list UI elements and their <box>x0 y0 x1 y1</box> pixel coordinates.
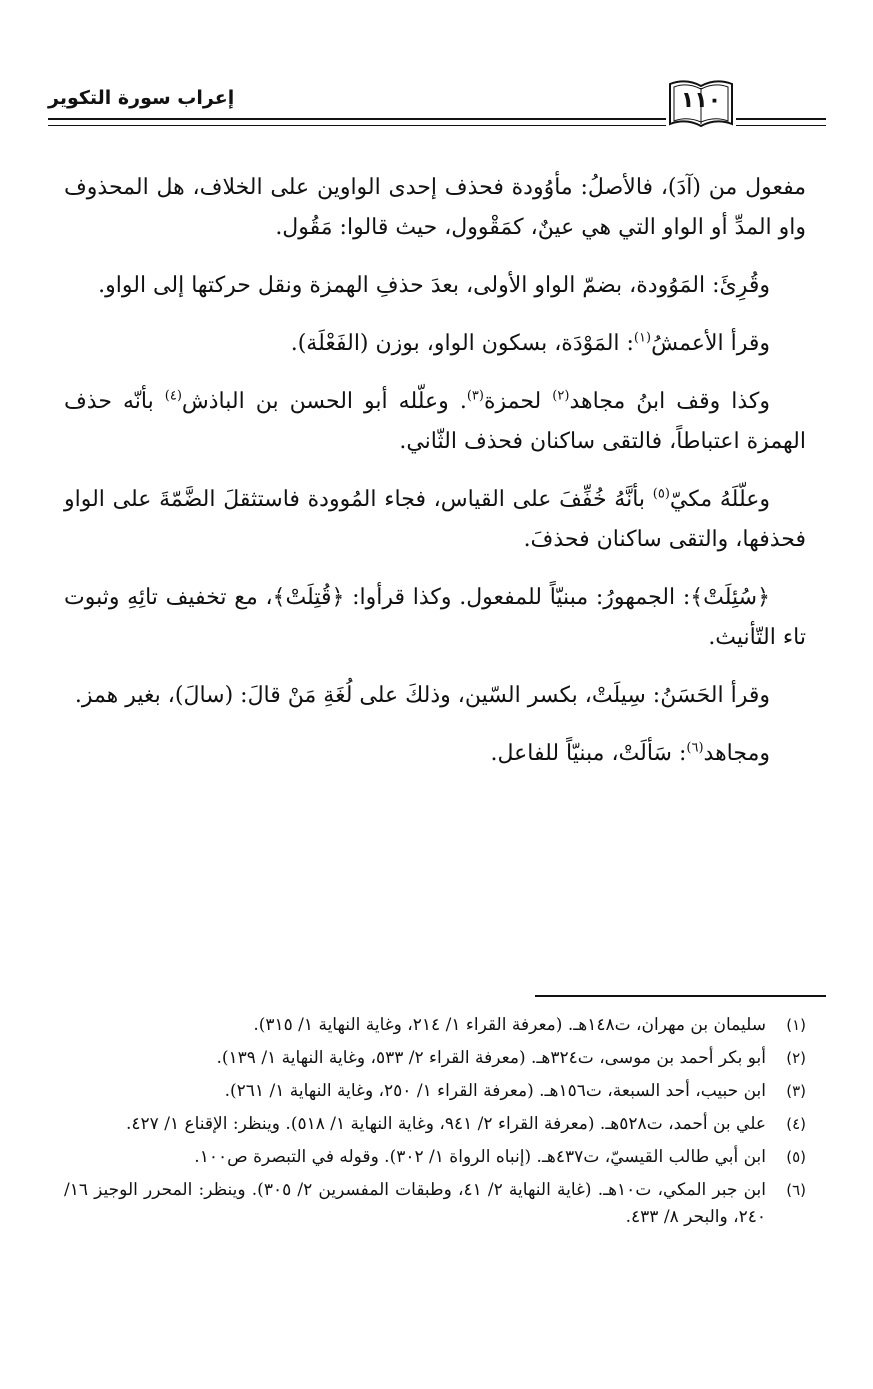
paragraph-7: وقرأ الحَسَنُ: سِيلَتْ، بكسر السّين، وذلكَ على لُغَةِ مَنْ قالَ: (سالَ)، بغير همز. <box>74 683 770 708</box>
footnote-2 <box>64 1045 806 1072</box>
footnote-text: ابن حبيب، أحد السبعة، ت١٥٦هـ. (معرفة القراء ١/ ٢٥٠، وغاية النهاية ١/ ٢٦١). <box>224 1081 766 1101</box>
paragraph-8 <box>64 734 806 774</box>
text-segment: : المَوْدَة، بسكون الواو، بوزن (الفَعْلَة). <box>290 331 634 356</box>
footnote-ref-1: (١) <box>633 330 652 346</box>
text-segment: ومجاهد <box>703 741 770 766</box>
running-title: إعراب سورة التكوير <box>48 87 235 109</box>
header-rule-left <box>48 118 666 120</box>
page-number: ١١٠ <box>680 88 722 113</box>
paragraph-2: وقُرِئَ: المَوُودة، بضمّ الواو الأولى، بعدَ حذفِ الهمزة ونقل حركتها إلى الواو. <box>98 273 770 298</box>
footnotes <box>64 1012 806 1237</box>
footnote-5 <box>64 1144 806 1171</box>
footnote-number: (٥) <box>786 1148 806 1166</box>
footnote-ref-3: (٣) <box>466 388 484 404</box>
text-segment: : الجمهورُ: مبنيّاً للمفعول. وكذا قرأوا: <box>344 585 691 610</box>
footnote-text: ابن جبر المكي، ت١٠هـ. (غاية النهاية ٢/ ٤١، وطبقات المفسرين ٢/ ٣٠٥). وينظر: المحرر الوجيز ١٦/ ٢٤٠، والبحر ٨/ ٤٣٣. <box>64 1180 766 1227</box>
quran-word-qutilat: ﴿قُتِلَتْ﴾ <box>272 585 345 610</box>
paragraph-1: مفعول من (آدَ)، فالأصلُ: مأوُودة فحذف إحدى الواوين على الخلاف، هل المحذوف واو المدِّ أو الواو التي هي عينٌ، كمَقْوول، حيث قالوا: مَقُول. <box>64 175 806 240</box>
header-rule-right <box>736 118 826 120</box>
text-segment: : سَألَتْ، مبنيّاً للفاعل. <box>490 741 687 766</box>
header-rule-left-thin <box>48 125 666 126</box>
paragraph-3 <box>64 324 806 364</box>
footnote-1 <box>64 1012 806 1039</box>
footnote-4 <box>64 1111 806 1138</box>
paragraph-5 <box>64 480 806 560</box>
footnote-text: ابن أبي طالب القيسيّ، ت٤٣٧هـ. (إنباه الرواة ١/ ٣٠٢). وقوله في التبصرة ص١٠٠. <box>194 1147 766 1167</box>
paragraph-4 <box>64 382 806 462</box>
paragraph-6 <box>64 578 806 658</box>
footnote-text: سليمان بن مهران، ت١٤٨هـ. (معرفة القراء ١/ ٢١٤، وغاية النهاية ١/ ٣١٥). <box>253 1015 766 1035</box>
text-segment: وقرأ الأعمشُ <box>651 331 770 356</box>
page-header <box>48 78 826 138</box>
text-segment: بأنّه حذف الهمزة اعتباطاً، فالتقى ساكنان فحذف الثّاني. <box>64 389 806 454</box>
header-rule-right-thin <box>736 125 826 126</box>
footnote-number: (٤) <box>786 1115 806 1133</box>
footnote-number: (٣) <box>786 1082 806 1100</box>
footnote-6 <box>64 1177 806 1231</box>
text-segment: وكذا وقف ابنُ مجاهد <box>569 389 771 414</box>
quran-word-suilat: ﴿سُئِلَتْ﴾ <box>690 585 770 610</box>
text-segment: ، مع تخفيف تائِهِ وثبوت تاء التّأنيث. <box>64 585 806 650</box>
main-text <box>64 168 806 786</box>
footnote-ref-5: (٥) <box>652 486 670 502</box>
footnote-ref-2: (٢) <box>552 388 570 404</box>
text-segment: . وعلّله أبو الحسن بن الباذش <box>181 389 467 414</box>
footnote-number: (١) <box>786 1016 806 1034</box>
page-number-frame <box>666 78 736 130</box>
footnote-number: (٢) <box>786 1049 806 1067</box>
footnote-ref-4: (٤) <box>164 388 182 404</box>
footnote-number: (٦) <box>786 1181 806 1199</box>
footnote-text: علي بن أحمد، ت٥٢٨هـ. (معرفة القراء ٢/ ٩٤١، وغاية النهاية ١/ ٥١٨). وينظر: الإقناع ١/ ٤٢٧. <box>125 1114 766 1134</box>
text-segment: لحمزة <box>483 389 553 414</box>
footnote-separator <box>535 995 826 997</box>
text-segment: وعلّلَهُ مكيّ <box>669 487 770 512</box>
footnote-text: أبو بكر أحمد بن موسى، ت٣٢٤هـ. (معرفة القراء ٢/ ٥٣٣، وغاية النهاية ١/ ١٣٩). <box>216 1048 766 1068</box>
footnote-3 <box>64 1078 806 1105</box>
text-segment: بأنَّهُ خُفِّفَ على القياس، فجاء المُوودة فاستثقلَ الضَّمّةَ على الواو فحذفها، والتقى ساكنان فحذفَ. <box>64 487 806 552</box>
footnote-ref-6: (٦) <box>686 740 704 756</box>
